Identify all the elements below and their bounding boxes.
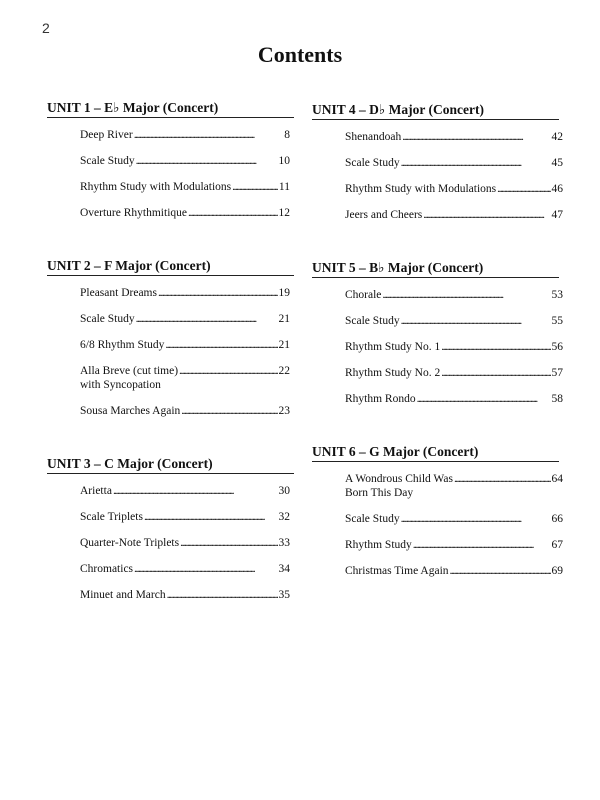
toc-entry[interactable] [345, 314, 563, 328]
dot-leader [401, 512, 551, 526]
dot-leader [413, 538, 551, 552]
unit-5-section [312, 260, 563, 418]
toc-entry[interactable] [345, 538, 563, 552]
entry-title: Minuet and March [80, 589, 166, 601]
entry-title: Scale Triplets [80, 511, 143, 523]
dot-leader [441, 366, 550, 380]
toc-entry[interactable] [80, 536, 290, 550]
entry-page: 10 [278, 155, 290, 167]
dot-leader [188, 206, 278, 220]
dot-leader [417, 392, 551, 406]
entry-title: Rhythm Study No. 2 [345, 367, 441, 379]
dot-leader [382, 288, 550, 302]
entry-title: Chromatics [80, 563, 134, 575]
entry-page: 21 [278, 339, 290, 351]
dot-leader [454, 472, 551, 486]
unit-1-section [47, 100, 294, 232]
dot-leader [181, 404, 277, 418]
entry-title: Alla Breve (cut time) with Syncopation [80, 365, 179, 391]
dot-leader [134, 128, 284, 142]
dot-leader [113, 484, 278, 498]
entry-page: 21 [278, 313, 290, 325]
entry-title: 6/8 Rhythm Study [80, 339, 165, 351]
unit-6-section [312, 444, 563, 590]
entry-title: Arietta [80, 485, 112, 497]
toc-entry[interactable] [345, 208, 563, 222]
toc-entry[interactable] [80, 180, 290, 194]
dot-leader [158, 286, 278, 300]
dot-leader [423, 208, 550, 222]
entry-title: Rhythm Study with Modulations [345, 183, 497, 195]
entry-title: A Wondrous Child Was Born This Day [345, 473, 453, 499]
dot-leader [402, 130, 550, 144]
entry-page: 22 [278, 365, 290, 377]
dot-leader [179, 364, 277, 378]
toc-entry[interactable] [345, 564, 563, 578]
entry-page: 64 [551, 473, 563, 485]
unit-heading: UNIT 3 – C Major (Concert) [47, 456, 294, 474]
entry-page: 67 [551, 539, 563, 551]
entry-title: Quarter-Note Triplets [80, 537, 180, 549]
toc-entry[interactable] [80, 484, 290, 498]
dot-leader [136, 312, 278, 326]
unit-heading: UNIT 4 – D♭ Major (Concert) [312, 102, 559, 120]
toc-entry[interactable] [80, 206, 290, 220]
entry-title: Rhythm Study [345, 539, 412, 551]
dot-leader [441, 340, 550, 354]
toc-entry[interactable] [80, 338, 290, 352]
toc-entry[interactable] [80, 312, 290, 326]
entry-page: 11 [278, 181, 290, 193]
dot-leader [165, 338, 277, 352]
dot-leader [180, 536, 277, 550]
page-number: 2 [42, 20, 50, 36]
page-title: Contents [257, 42, 343, 67]
entry-title: Scale Study [345, 315, 400, 327]
unit-4-section [312, 102, 563, 234]
entry-page: 32 [278, 511, 290, 523]
toc-entry[interactable] [345, 392, 563, 406]
dot-leader [167, 588, 278, 602]
unit-heading: UNIT 5 – B♭ Major (Concert) [312, 260, 559, 278]
entry-page: 23 [278, 405, 290, 417]
entry-title: Scale Study [80, 155, 135, 167]
dot-leader [134, 562, 277, 576]
entry-title: Christmas Time Again [345, 565, 449, 577]
toc-entry[interactable] [345, 512, 563, 526]
entry-page: 66 [551, 513, 563, 525]
dot-leader [136, 154, 278, 168]
toc-entry[interactable] [80, 562, 290, 576]
entry-title: Scale Study [345, 157, 400, 169]
dot-leader [497, 182, 550, 196]
toc-entry[interactable] [80, 588, 290, 602]
entry-page: 35 [278, 589, 290, 601]
unit-heading: UNIT 6 – G Major (Concert) [312, 444, 559, 462]
entry-title: Chorale [345, 289, 382, 301]
entry-page: 34 [278, 563, 290, 575]
dot-leader [401, 314, 551, 328]
entry-page: 33 [278, 537, 290, 549]
entry-page: 47 [551, 209, 563, 221]
toc-entry[interactable] [345, 340, 563, 354]
entry-title: Jeers and Cheers [345, 209, 423, 221]
unit-heading: UNIT 1 – E♭ Major (Concert) [47, 100, 294, 118]
toc-entry[interactable] [80, 154, 290, 168]
entry-page: 30 [278, 485, 290, 497]
dot-leader [232, 180, 278, 194]
toc-entry[interactable] [80, 128, 290, 142]
entry-page: 42 [551, 131, 563, 143]
dot-leader [450, 564, 551, 578]
toc-entry[interactable] [80, 404, 290, 418]
entry-title: Scale Study [80, 313, 135, 325]
toc-entry[interactable] [345, 130, 563, 144]
toc-entry[interactable] [345, 288, 563, 302]
entry-title: Sousa Marches Again [80, 405, 181, 417]
dot-leader [401, 156, 551, 170]
entry-title: Pleasant Dreams [80, 287, 157, 299]
unit-3-section [47, 456, 294, 614]
toc-entry[interactable] [345, 156, 563, 170]
entry-page: 57 [551, 367, 563, 379]
entry-page: 56 [551, 341, 563, 353]
entry-title: Rhythm Rondo [345, 393, 416, 405]
entry-page: 58 [551, 393, 563, 405]
entry-page: 12 [278, 207, 290, 219]
entry-title: Shenandoah [345, 131, 402, 143]
unit-heading: UNIT 2 – F Major (Concert) [47, 258, 294, 276]
dot-leader [144, 510, 278, 524]
toc-entry[interactable] [80, 364, 290, 392]
entry-page: 69 [551, 565, 563, 577]
entry-page: 46 [551, 183, 563, 195]
entry-page: 55 [551, 315, 563, 327]
entry-title: Scale Study [345, 513, 400, 525]
toc-entry[interactable] [345, 472, 563, 500]
toc-entry[interactable] [80, 510, 290, 524]
entry-title: Overture Rhythmitique [80, 207, 187, 219]
entry-page: 8 [284, 129, 290, 141]
entry-title: Rhythm Study No. 1 [345, 341, 441, 353]
unit-2-section [47, 258, 294, 430]
entry-page: 45 [551, 157, 563, 169]
toc-entry[interactable] [345, 182, 563, 196]
toc-entry[interactable] [345, 366, 563, 380]
toc-entry[interactable] [80, 286, 290, 300]
entry-page: 53 [551, 289, 563, 301]
entry-title: Deep River [80, 129, 133, 141]
entry-title: Rhythm Study with Modulations [80, 181, 232, 193]
entry-page: 19 [278, 287, 290, 299]
